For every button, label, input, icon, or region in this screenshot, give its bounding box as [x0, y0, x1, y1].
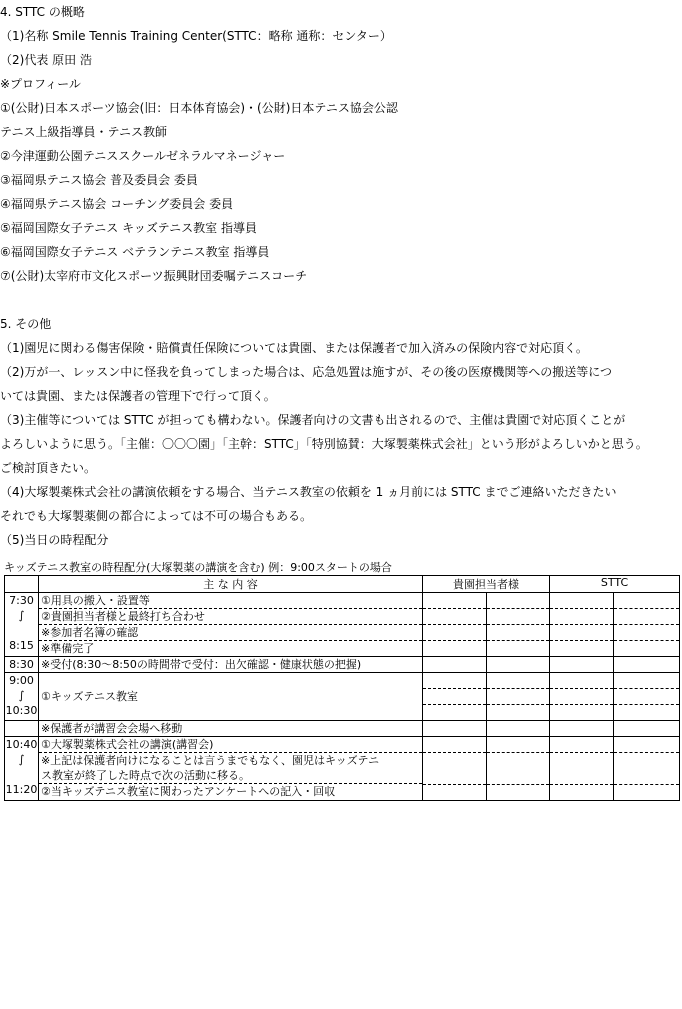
section-5-line: （5)当日の時程配分	[0, 533, 109, 547]
section-4-line: ①(公財)日本スポーツ協会(旧：日本体育協会)・(公財)日本テニス協会公認	[0, 101, 398, 115]
content-line: ①用具の搬入・設置等	[41, 594, 150, 607]
kindergarten-cell	[487, 593, 550, 657]
section-4-line: ④福岡県テニス協会 コーチング委員会 委員	[0, 197, 234, 211]
time-label: 10:30	[5, 704, 38, 717]
section-5-line: いては貴園、または保護者の管理下で行って頂く。	[0, 389, 276, 403]
section-4-line: ⑤福岡国際女子テニス キッズテニス教室 指導員	[0, 221, 257, 235]
section-4-line: ⑥福岡国際女子テニス ベテランテニス教室 指導員	[0, 245, 270, 259]
content-cell	[39, 721, 423, 737]
section-4-line: ※プロフィール	[0, 77, 81, 91]
kindergarten-cell	[423, 721, 487, 737]
content-line: ※保護者が講習会会場へ移動	[41, 722, 183, 735]
header-time	[5, 576, 39, 593]
time-cell	[5, 721, 39, 737]
section-5-line: ご検討頂きたい。	[0, 461, 97, 475]
kindergarten-cell	[487, 721, 550, 737]
content-cell	[39, 593, 423, 657]
content-line: ※受付(8:30～8:50の時間帯で受付：出欠確認・健康状態の把握)	[41, 658, 362, 671]
schedule-row	[5, 737, 680, 801]
section-5-line: （2)万が一、レッスン中に怪我を負ってしまった場合は、応急処置は施すが、その後の医療機関等への搬送等につ	[0, 365, 612, 379]
schedule-header-row	[5, 576, 680, 593]
section-4-line: ③福岡県テニス協会 普及委員会 委員	[0, 173, 198, 187]
section-5-line: よろしいように思う。「主催：〇〇〇園」「主幹：STTC」「特別協賛：大塚製薬株式会社」という形がよろしいかと思う。	[0, 437, 648, 451]
sttc-cell	[550, 593, 614, 657]
time-label: 9:00	[9, 674, 34, 687]
section-4-line: （2)代表 原田 浩	[0, 53, 92, 67]
schedule-row	[5, 721, 680, 737]
section-4-line: テニス上級指導員・テニス教師	[0, 125, 168, 139]
time-cell	[5, 737, 39, 801]
time-range-symbol: ∫	[18, 689, 25, 702]
section-5-line: （4)大塚製薬株式会社の講演依頼をする場合、当テニス教室の依頼を 1 ヵ月前には STTC までご連絡いただきたい	[0, 485, 617, 499]
time-range-symbol: ∫	[18, 609, 25, 622]
kindergarten-cell	[487, 737, 550, 801]
sttc-cell	[614, 673, 680, 721]
content-cell	[39, 657, 423, 673]
schedule-caption: キッズテニス教室の時程配分(大塚製薬の講演を含む) 例：9:00スタートの場合	[4, 561, 392, 574]
sttc-cell	[614, 593, 680, 657]
content-line: ※準備完了	[39, 640, 422, 656]
schedule-row	[5, 673, 680, 721]
section-4-heading: 4. STTC の概略	[0, 5, 85, 19]
kindergarten-cell	[423, 657, 487, 673]
header-content: 主 な 内 容	[39, 576, 423, 593]
time-cell	[5, 593, 39, 657]
content-line: ②当キッズテニス教室に関わったアンケートへの記入・回収	[39, 783, 422, 799]
content-cell	[39, 737, 423, 801]
section-5-line: （1)園児に関わる傷害保険・賠償責任保険については貴園、または保護者で加入済みの保険内容で対応頂く。	[0, 341, 588, 355]
schedule-table	[4, 575, 680, 801]
time-label	[5, 767, 38, 782]
sttc-cell	[550, 657, 614, 673]
time-label	[5, 721, 38, 736]
section-5-heading: 5. その他	[0, 317, 52, 331]
time-cell	[5, 673, 39, 721]
content-line: ①キッズテニス教室	[41, 690, 138, 703]
kindergarten-cell	[487, 657, 550, 673]
time-cell	[5, 657, 39, 673]
sttc-cell	[614, 721, 680, 737]
section-4-line: ⑦(公財)太宰府市文化スポーツ振興財団委嘱テニスコーチ	[0, 269, 308, 283]
content-line: ①大塚製薬株式会社の講演(講習会)	[41, 738, 214, 751]
content-line: ※上記は保護者向けになることは言うまでもなく、園児はキッズテニ	[39, 752, 422, 768]
section-4-line: （1)名称 Smile Tennis Training Center(STTC：略称 通称：センター）	[0, 29, 392, 43]
content-line: ※参加者名簿の確認	[39, 624, 422, 640]
sttc-cell	[550, 737, 614, 801]
header-sttc: STTC	[550, 576, 680, 593]
time-label: 11:20	[5, 783, 38, 796]
sttc-cell	[614, 657, 680, 673]
schedule-row	[5, 593, 680, 657]
sttc-cell	[614, 737, 680, 801]
content-cell	[39, 673, 423, 721]
schedule-row	[5, 657, 680, 673]
kindergarten-cell	[487, 673, 550, 721]
header-kindergarten: 貴園担当者様	[423, 576, 550, 593]
sttc-cell	[550, 721, 614, 737]
kindergarten-cell	[423, 673, 487, 721]
kindergarten-cell	[423, 737, 487, 801]
time-label: 10:40	[5, 738, 38, 751]
content-line: ②貴園担当者様と最終打ち合わせ	[39, 608, 422, 624]
time-label: 8:30	[9, 658, 34, 671]
time-label	[5, 623, 38, 638]
section-5-line: それでも大塚製薬側の都合によっては不可の場合もある。	[0, 509, 313, 523]
time-label: 7:30	[9, 594, 34, 607]
sttc-cell	[550, 673, 614, 721]
content-line: ス教室が終了した時点で次の活動に移る。	[41, 769, 250, 782]
time-range-symbol: ∫	[18, 753, 25, 766]
time-label: 8:15	[9, 639, 34, 652]
section-5-line: （3)主催等については STTC が担っても構わない。保護者向けの文書も出されるので、主催は貴園で対応頂くことが	[0, 413, 626, 427]
section-4-line: ②今津運動公園テニススクールゼネラルマネージャー	[0, 149, 286, 163]
kindergarten-cell	[423, 593, 487, 657]
